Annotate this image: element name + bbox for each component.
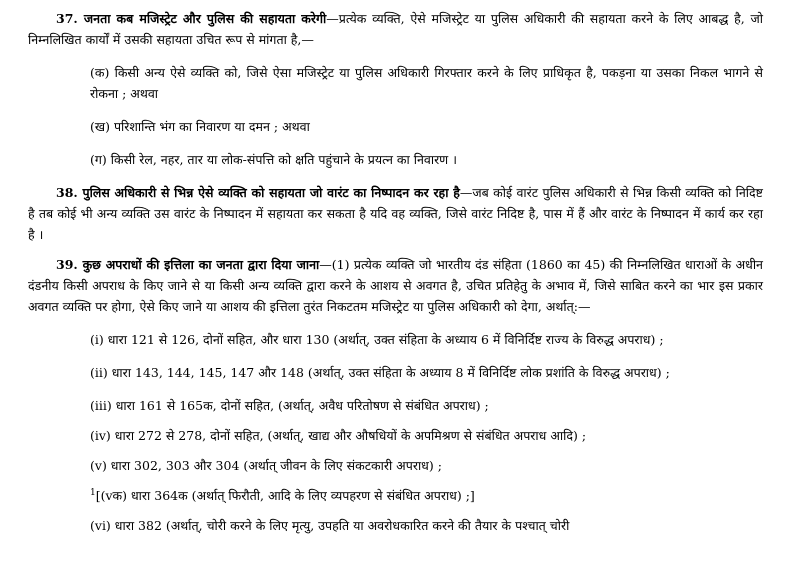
section-37-item-ka: (क) किसी अन्य ऐसे व्यक्ति को, जिसे ऐसा मजिस्ट्रेट या पुलिस अधिकारी गिरफ्तार करने के लिए प्राधिकृत है, पकड़ना या उसका निकल भागने से रोकना ; अथवा [90,65,763,101]
section-39-item-ii: (ii) धारा 143, 144, 145, 147 और 148 (अर्थात्, उक्त संहिता के अध्याय 8 में विनिर्दिष्ट लोक प्रशांति के विरुद्ध अपराध) ; [90,365,670,380]
section-38-text: —जब कोई वारंट पुलिस अधिकारी से भिन्न किसी व्यक्ति को निदिष्ट है तब कोई भी अन्य व्यक्ति उस वारंट के निष्पादन में सहायता कर सकता है यदि वह व्यक्ति, जिसे वारंट निदिष्ट है, पास में हैं और वारंट के निष्पादन में कार्य कर रहा है । [28,185,763,242]
section-39-item-v: (v) धारा 302, 303 और 304 (अर्थात् जीवन के लिए संकटकारी अपराध) ; [90,458,442,473]
section-38 [28,182,763,245]
section-37-text: —प्रत्येक व्यक्ति, ऐसे मजिस्ट्रेट या पुलिस अधिकारी की सहायता करने के लिए आबद्ध है, जो निम्नलिखित कार्यों में उसकी सहायता उचित रूप से मांगता है,— [28,11,763,47]
section-38-heading: 38. पुलिस अधिकारी से भिन्न ऐसे व्यक्ति को सहायता जो वारंट का निष्पादन कर रहा है [56,185,460,200]
section-39-item-v-ka [28,485,763,506]
section-37-item-ga: (ग) किसी रेल, नहर, तार या लोक-संपत्ति को क्षति पहुंचाने के प्रयत्न का निवारण । [90,152,457,167]
section-39-item-iv: (iv) धारा 272 से 278, दोनों सहित, (अर्थात्, खाद्य और औषधियों के अपमिश्रण से संबंधित अपराध आदि) ; [90,428,587,443]
section-37-heading: 37. जनता कब मजिस्ट्रेट और पुलिस की सहायता करेगी [56,11,327,26]
section-39-item-iii: (iii) धारा 161 से 165क, दोनों सहित, (अर्थात्, अवैध परितोषण से संबंधित अपराध) ; [90,398,489,413]
section-39 [28,254,763,317]
section-39-item-vi: (vi) धारा 382 (अर्थात्, चोरी करने के लिए मृत्यु, उपहति या अवरोधकारित करने की तैयार के पश्चात् चोरी [90,518,570,533]
section-39-text: —(1) प्रत्येक व्यक्ति जो भारतीय दंड संहिता (1860 का 45) की निम्नलिखित धाराओं के अधीन दंडनीय किसी अपराध के किए जाने से या किसी अन्य व्यक्ति द्वारा करने के आशय से अवगत है, उचित प्रतिहेतु के अभाव में, जिसे साबित करने का भार इस प्रकार अवगत व्यक्ति पर होगा, ऐसे किए जाने या आशय की इत्तिला तुरंत निकटतम मजिस्ट्रेट या पुलिस अधिकारी को देगा, अर्थात्:— [28,257,763,314]
section-39-heading: 39. कुछ अपराधों की इत्तिला का जनता द्वारा दिया जाना [56,257,320,272]
footnote-marker: 1 [90,487,96,498]
footnote-item-text: [(vक) धारा 364क (अर्थात् फिरौती, आदि के लिए व्यपहरण से संबंधित अपराध) ;] [95,488,475,503]
section-39-item-i: (i) धारा 121 से 126, दोनों सहित, और धारा 130 (अर्थात्, उक्त संहिता के अध्याय 6 में विनिर्दिष्ट राज्य के विरुद्ध अपराध) ; [90,332,664,347]
section-37 [28,8,763,50]
section-37-item-kha: (ख) परिशान्ति भंग का निवारण या दमन ; अथवा [90,119,310,134]
